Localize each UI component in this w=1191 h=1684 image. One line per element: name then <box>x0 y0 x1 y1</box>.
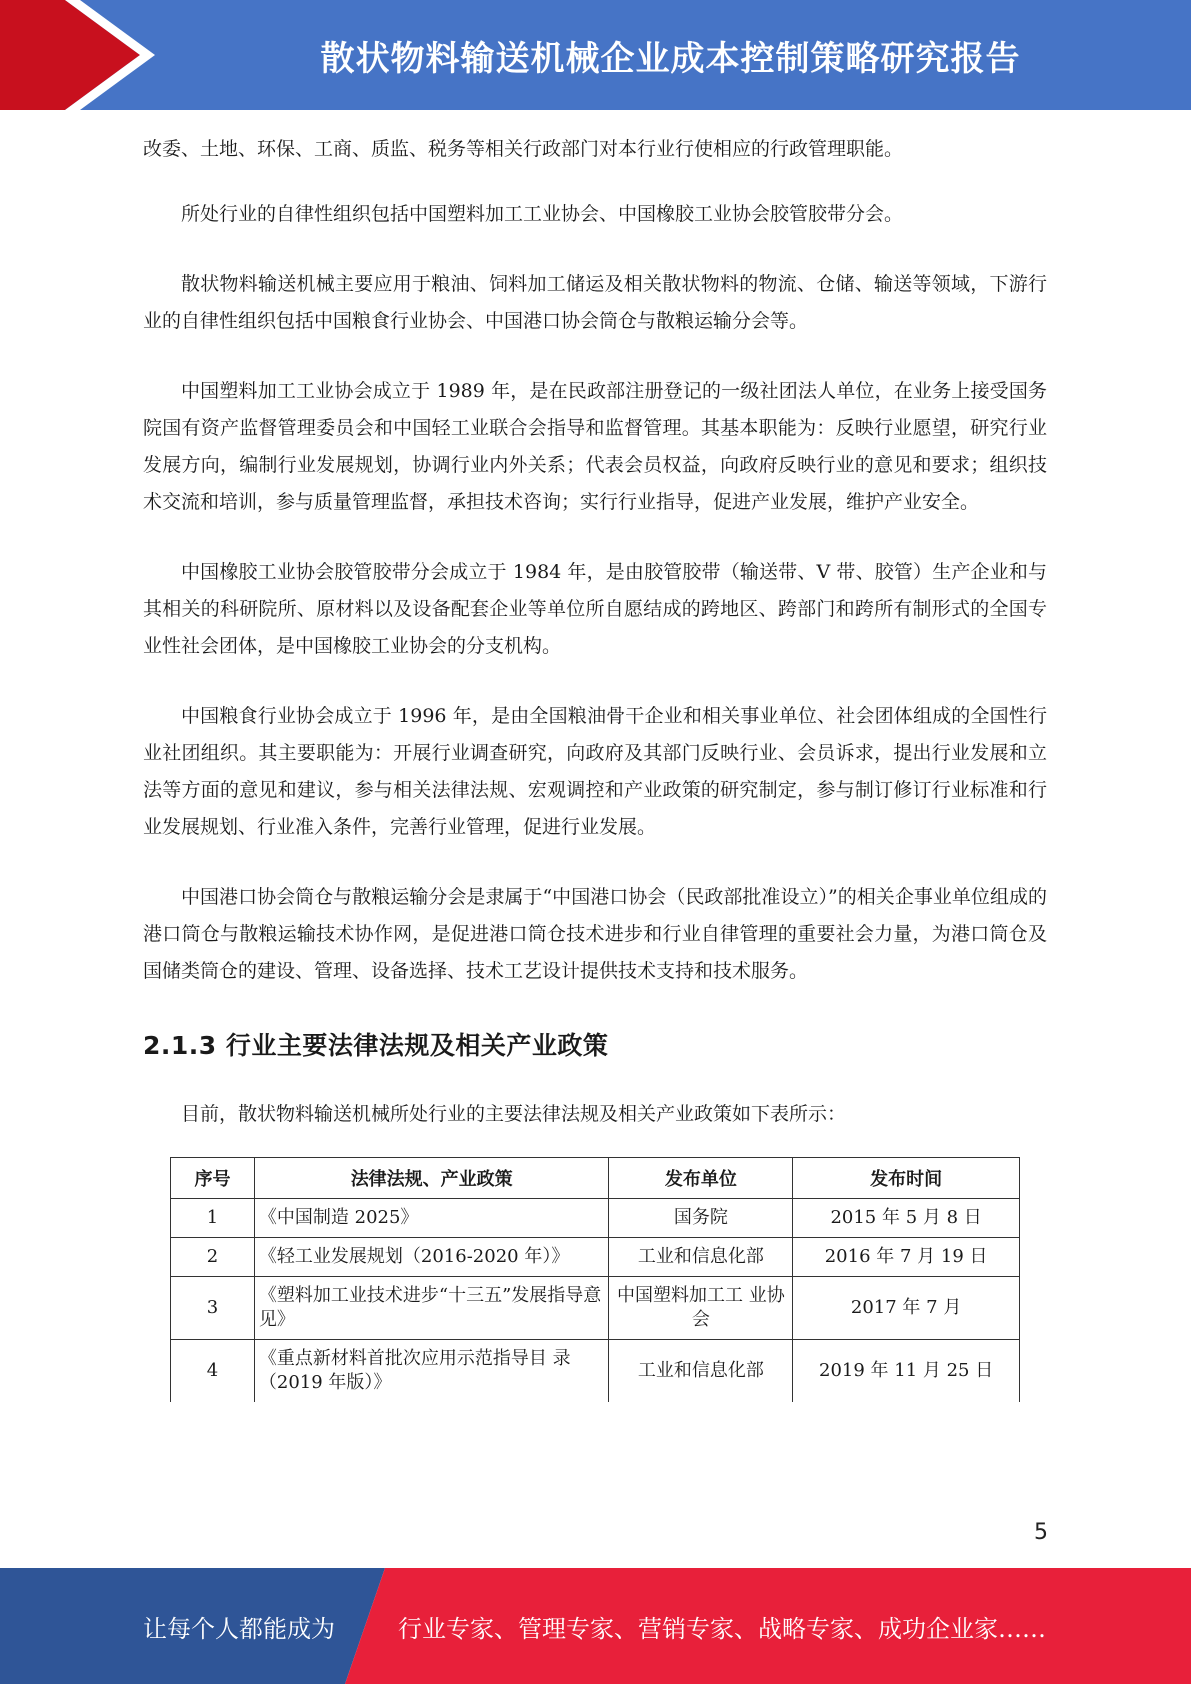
cell-issuer: 工业和信息化部 <box>609 1340 793 1403</box>
table-row <box>171 1277 1020 1340</box>
page-body <box>143 131 1047 1402</box>
cell-date: 2016 年 7 月 19 日 <box>793 1238 1020 1277</box>
report-title: 散状物料输送机械企业成本控制策略研究报告 <box>320 38 1021 79</box>
cell-issuer: 工业和信息化部 <box>609 1238 793 1277</box>
page-footer <box>0 1568 1191 1684</box>
page-number: 5 <box>1034 1520 1048 1545</box>
cell-policy: 《塑料加工业技术进步“十三五”发展指导意见》 <box>254 1277 609 1340</box>
footer-slogan-left: 让每个人都能成为 <box>143 1614 335 1643</box>
table-row <box>171 1340 1020 1403</box>
table-header-row <box>171 1158 1020 1199</box>
cell-issuer: 国务院 <box>609 1199 793 1238</box>
cell-date: 2017 年 7 月 <box>793 1277 1020 1340</box>
body-paragraph: 所处行业的自律性组织包括中国塑料加工工业协会、中国橡胶工业协会胶管胶带分会。 <box>181 203 904 225</box>
body-paragraph: 散状物料输送机械主要应用于粮油、饲料加工储运及相关散状物料的物流、仓储、输送等领域，下游行业的自律性组织包括中国粮食行业协会、中国港口协会筒仓与散粮运输分会等。 <box>143 273 1047 332</box>
cell-index: 1 <box>171 1199 255 1238</box>
cell-policy: 《轻工业发展规划（2016-2020 年）》 <box>254 1238 609 1277</box>
body-paragraph: 中国粮食行业协会成立于 1996 年，是由全国粮油骨干企业和相关事业单位、社会团体组成的全国性行业社团组织。其主要职能为：开展行业调查研究，向政府及其部门反映行业、会员诉求，提出行业发展和立法等方面的意见和建议，参与相关法律法规、宏观调控和产业政策的研究制定，参与制订修订行业标准和行业发展规划、行业准入条件，完善行业管理，促进行业发展。 <box>143 705 1047 838</box>
body-paragraph: 中国橡胶工业协会胶管胶带分会成立于 1984 年，是由胶管胶带（输送带、V 带、胶管）生产企业和与其相关的科研院所、原材料以及设备配套企业等单位所自愿结成的跨地区、跨部门和跨所有制形式的全国专业性社会团体，是中国橡胶工业协会的分支机构。 <box>143 561 1047 657</box>
header-cell-index: 序号 <box>171 1158 255 1199</box>
policy-table <box>170 1157 1020 1402</box>
header-cell-policy: 法律法规、产业政策 <box>254 1158 609 1199</box>
table-row <box>171 1199 1020 1238</box>
header-cell-issuer: 发布单位 <box>609 1158 793 1199</box>
cell-policy: 《重点新材料首批次应用示范指导目 录（2019 年版）》 <box>254 1340 609 1403</box>
cell-issuer: 中国塑料加工工 业协会 <box>609 1277 793 1340</box>
footer-slogan-right: 行业专家、管理专家、营销专家、战略专家、成功企业家…… <box>398 1614 1046 1643</box>
section-intro: 目前，散状物料输送机械所处行业的主要法律法规及相关产业政策如下表所示： <box>181 1103 847 1125</box>
body-paragraph: 中国港口协会筒仓与散粮运输分会是隶属于“中国港口协会（民政部批准设立）”的相关企事业单位组成的港口筒仓与散粮运输技术协作网，是促进港口筒仓技术进步和行业自律管理的重要社会力量，为港口筒仓及国储类筒仓的建设、管理、设备选择、技术工艺设计提供技术支持和技术服务。 <box>143 886 1047 982</box>
cell-index: 2 <box>171 1238 255 1277</box>
section-heading: 2.1.3 行业主要法律法规及相关产业政策 <box>143 1031 609 1060</box>
header-cell-date: 发布时间 <box>793 1158 1020 1199</box>
body-paragraph: 中国塑料加工工业协会成立于 1989 年，是在民政部注册登记的一级社团法人单位，在业务上接受国务院国有资产监督管理委员会和中国轻工业联合会指导和监督管理。其基本职能为：反映行业愿望，研究行业发展方向，编制行业发展规划，协调行业内外关系；代表会员权益，向政府反映行业的意见和要求；组织技术交流和培训，参与质量管理监督，承担技术咨询；实行行业指导，促进产业发展，维护产业安全。 <box>143 380 1047 513</box>
cell-index: 4 <box>171 1340 255 1403</box>
table-row <box>171 1238 1020 1277</box>
cell-date: 2015 年 5 月 8 日 <box>793 1199 1020 1238</box>
cell-index: 3 <box>171 1277 255 1340</box>
page-header <box>0 0 1191 110</box>
body-paragraph: 改委、土地、环保、工商、质监、税务等相关行政部门对本行业行使相应的行政管理职能。 <box>143 138 904 160</box>
cell-policy: 《中国制造 2025》 <box>254 1199 609 1238</box>
cell-date: 2019 年 11 月 25 日 <box>793 1340 1020 1403</box>
